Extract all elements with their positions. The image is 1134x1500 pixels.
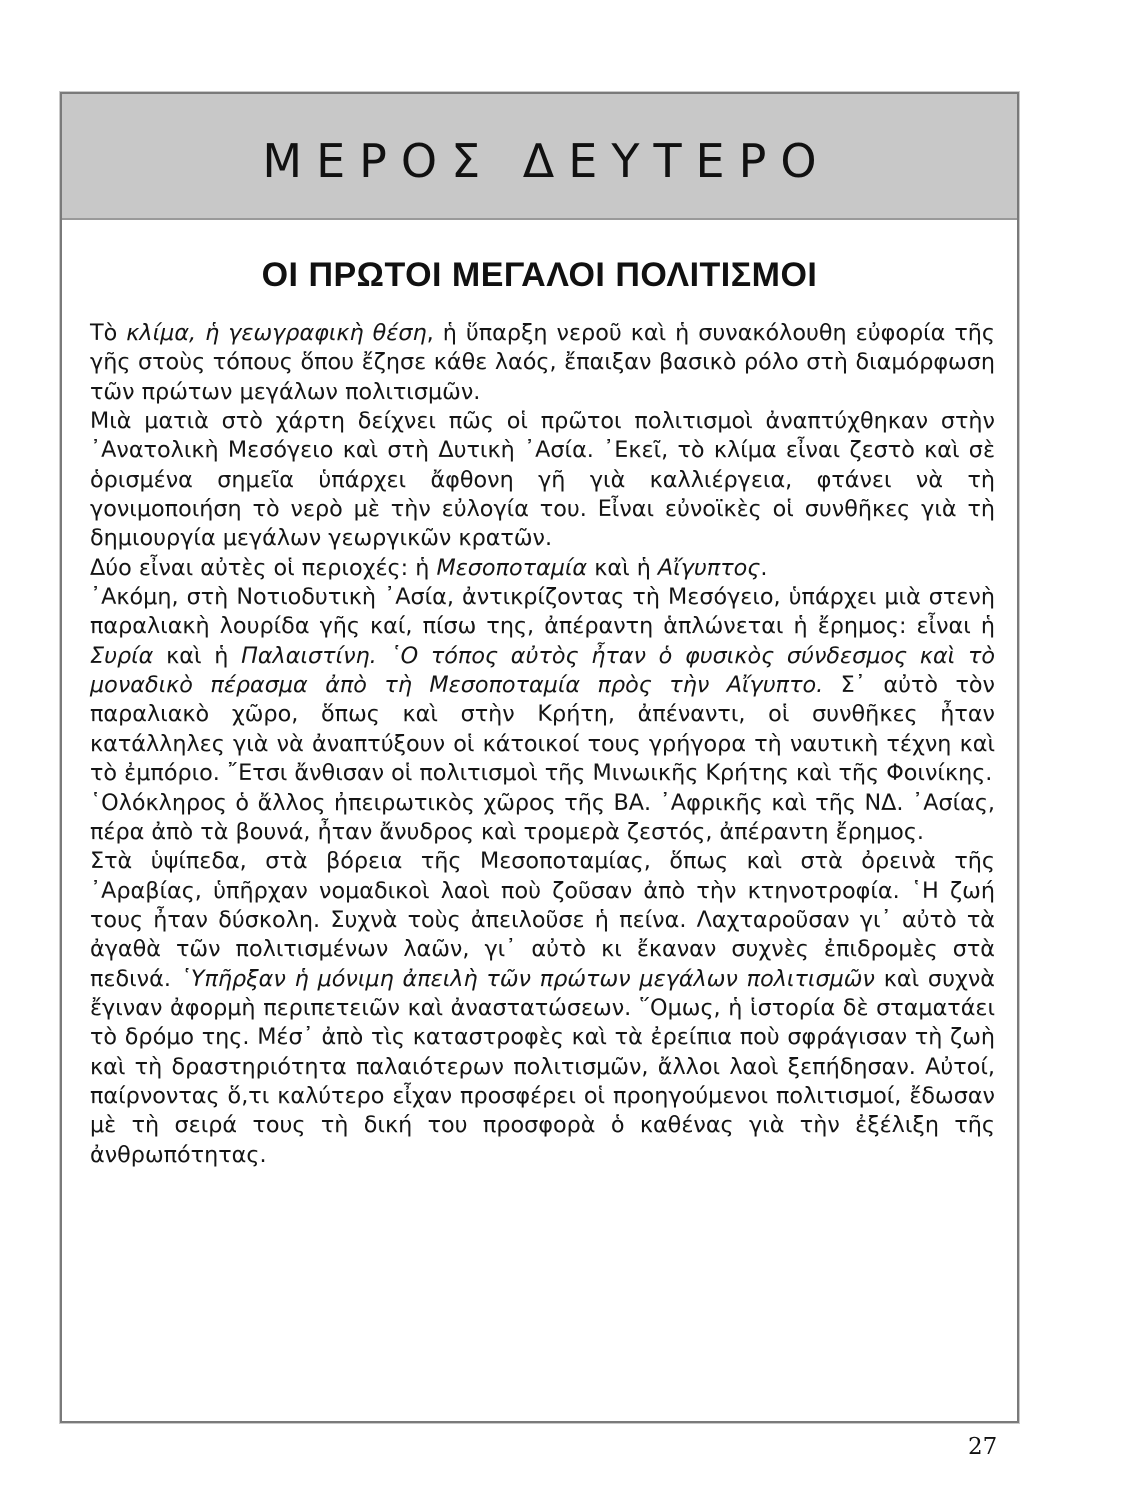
paragraph xyxy=(90,407,995,554)
paragraph-text: ῾Ολόκληρος ὁ ἄλλος ἠπειρωτικὸς χῶρος τῆς ΒΑ. ᾽Αφρικῆς καὶ τῆς ΝΔ. ᾽Ασίας, πέρα ἀπὸ τὰ βουνά, ἦταν ἄνυδρος καὶ τρομερὰ ζεστός, ἀπέραντη ἔρημος. xyxy=(90,789,995,845)
body-text xyxy=(90,319,995,1170)
emphasis-text: Αἴγυπτος xyxy=(657,554,761,581)
paragraph-text: καὶ ἡ xyxy=(587,554,658,581)
paragraph-text: Μιὰ ματιὰ στὸ χάρτη δείχνει πῶς οἱ πρῶτοι πολιτισμοὶ ἀναπτύχθηκαν στὴν ᾽Ανατολικὴ Μεσόγειο καὶ στὴ Δυτικὴ ᾽Ασία. ᾽Εκεῖ, τὸ κλίμα εἶναι ζεστὸ καὶ σὲ ὁρισμένα σημεῖα ὑπάρχει ἄφθονη γῆ γιὰ καλλιέργεια, φτάνει νὰ τὴ γονιμοποιήση τὸ νερὸ μὲ τὴν εὐλογία του. Εἶναι εὐνοϊκὲς οἱ συνθῆκες γιὰ τὴ δημιουργία μεγάλων γεωργικῶν κρατῶν. xyxy=(90,408,995,552)
paragraph-text: καὶ ἡ xyxy=(153,642,242,669)
part-heading: ΜΕΡΟΣ ΔΕΥΤΕΡΟ xyxy=(262,134,831,188)
paragraph xyxy=(90,583,995,788)
paragraph xyxy=(90,554,995,583)
paragraph xyxy=(90,847,995,1170)
emphasis-text: Συρία xyxy=(90,642,154,669)
paragraph-text: Στὰ ὑψίπεδα, στὰ βόρεια τῆς Μεσοποταμίας, ὅπως καὶ στὰ ὀρεινὰ τῆς ᾽Αραβίας, ὑπῆρχαν νομαδικοὶ λαοὶ ποὺ ζοῦσαν ἀπὸ τὴν κτηνοτροφία. ῾Η ζωή τους ἦταν δύσκολη. Συχνὰ τοὺς ἀπειλοῦσε ἡ πείνα. Λαχταροῦσαν γι᾽ αὐτὸ τὰ ἀγαθὰ τῶν πολιτισμένων λαῶν, γι᾽ αὐτὸ κι ἔκαναν συχνὲς ἐπιδρομὲς στὰ πεδινά. xyxy=(90,848,995,992)
emphasis-text: ῾Υπῆρξαν ἡ μόνιμη ἀπειλὴ τῶν πρώτων μεγάλων πολιτισμῶν xyxy=(179,965,875,992)
part-heading-band xyxy=(62,94,1017,220)
page-number: 27 xyxy=(968,1434,998,1460)
paragraph xyxy=(90,789,995,848)
paragraph-text: Τὸ xyxy=(90,320,127,346)
chapter-title: ΟΙ ΠΡΩΤΟΙ ΜΕΓΑΛΟΙ ΠΟΛΙΤΙΣΜΟΙ xyxy=(261,256,818,294)
emphasis-text: Μεσοποταμία xyxy=(436,554,588,581)
page-frame xyxy=(60,92,1019,1423)
paragraph-text: Σ᾽ αὐτὸ τὸν παραλιακὸ χῶρο, ὅπως καὶ στὴν Κρήτη, ἀπέναντι, οἱ συνθῆκες ἦταν κατάλληλες γιὰ νὰ ἀναπτύξουν οἱ κάτοικοί τους γρήγορα τὴ ναυτικὴ τέχνη καὶ τὸ ἐμπόριο. ῎Ετσι ἄνθισαν οἱ πολιτισμοὶ τῆς Μινωικῆς Κρήτης καὶ τῆς Φοινίκης. xyxy=(90,672,996,787)
paragraph-text: Δύο εἶναι αὐτὲς οἱ περιοχές: ἡ xyxy=(90,554,437,581)
paragraph xyxy=(90,319,995,407)
paragraph-text: . xyxy=(760,554,768,581)
emphasis-text: Παλαιστίνη. ῾Ο τόπος αὐτὸς ἦταν ὁ φυσικὸς σύνδεσμος καὶ τὸ μοναδικὸ πέρασμα ἀπὸ τὴ Μεσοποταμία πρὸς τὴν Αἴγυπτο. xyxy=(90,642,996,699)
paragraph-text: καὶ συχνὰ ἔγιναν ἀφορμὴ περιπετειῶν καὶ ἀναστατώσεων. ῞Ομως, ἡ ἱστορία δὲ σταματάει τὸ δρόμο της. Μέσ᾽ ἀπὸ τὶς καταστροφὲς καὶ τὰ ἐρείπια ποὺ σφράγισαν τὴ ζωὴ καὶ τὴ δραστηριότητα παλαιότερων πολιτισμῶν, ἄλλοι λαοὶ ξεπήδησαν. Αὐτοί, παίρνοντας ὅ,τι καλύτερο εἶχαν προσφέρει οἱ προηγούμενοι πολιτισμοί, ἔδωσαν μὲ τὴ σειρά τους τὴ δική του προσφορὰ ὁ καθένας γιὰ τὴν ἐξέλιξη τῆς ἀνθρωπότητας. xyxy=(90,965,995,1168)
emphasis-text: κλίμα, ἡ γεωγραφικὴ θέση xyxy=(126,320,427,346)
paragraph-text: , ἡ ὕπαρξη νεροῦ καὶ ἡ συνακόλουθη εὐφορία τῆς γῆς στοὺς τόπους ὅπου ἔζησε κάθε λαός, ἔπαιξαν βασικὸ ρόλο στὴ διαμόρφωση τῶν πρώτων μεγάλων πολιτισμῶν. xyxy=(90,320,995,405)
paragraph-text: ᾽Ακόμη, στὴ Νοτιοδυτικὴ ᾽Ασία, ἀντικρίζοντας τὴ Μεσόγειο, ὑπάρχει μιὰ στενὴ παραλιακὴ λουρίδα γῆς καί, πίσω της, ἀπέραντη ἁπλώνεται ἡ ἔρημος: εἶναι ἡ xyxy=(90,584,995,640)
